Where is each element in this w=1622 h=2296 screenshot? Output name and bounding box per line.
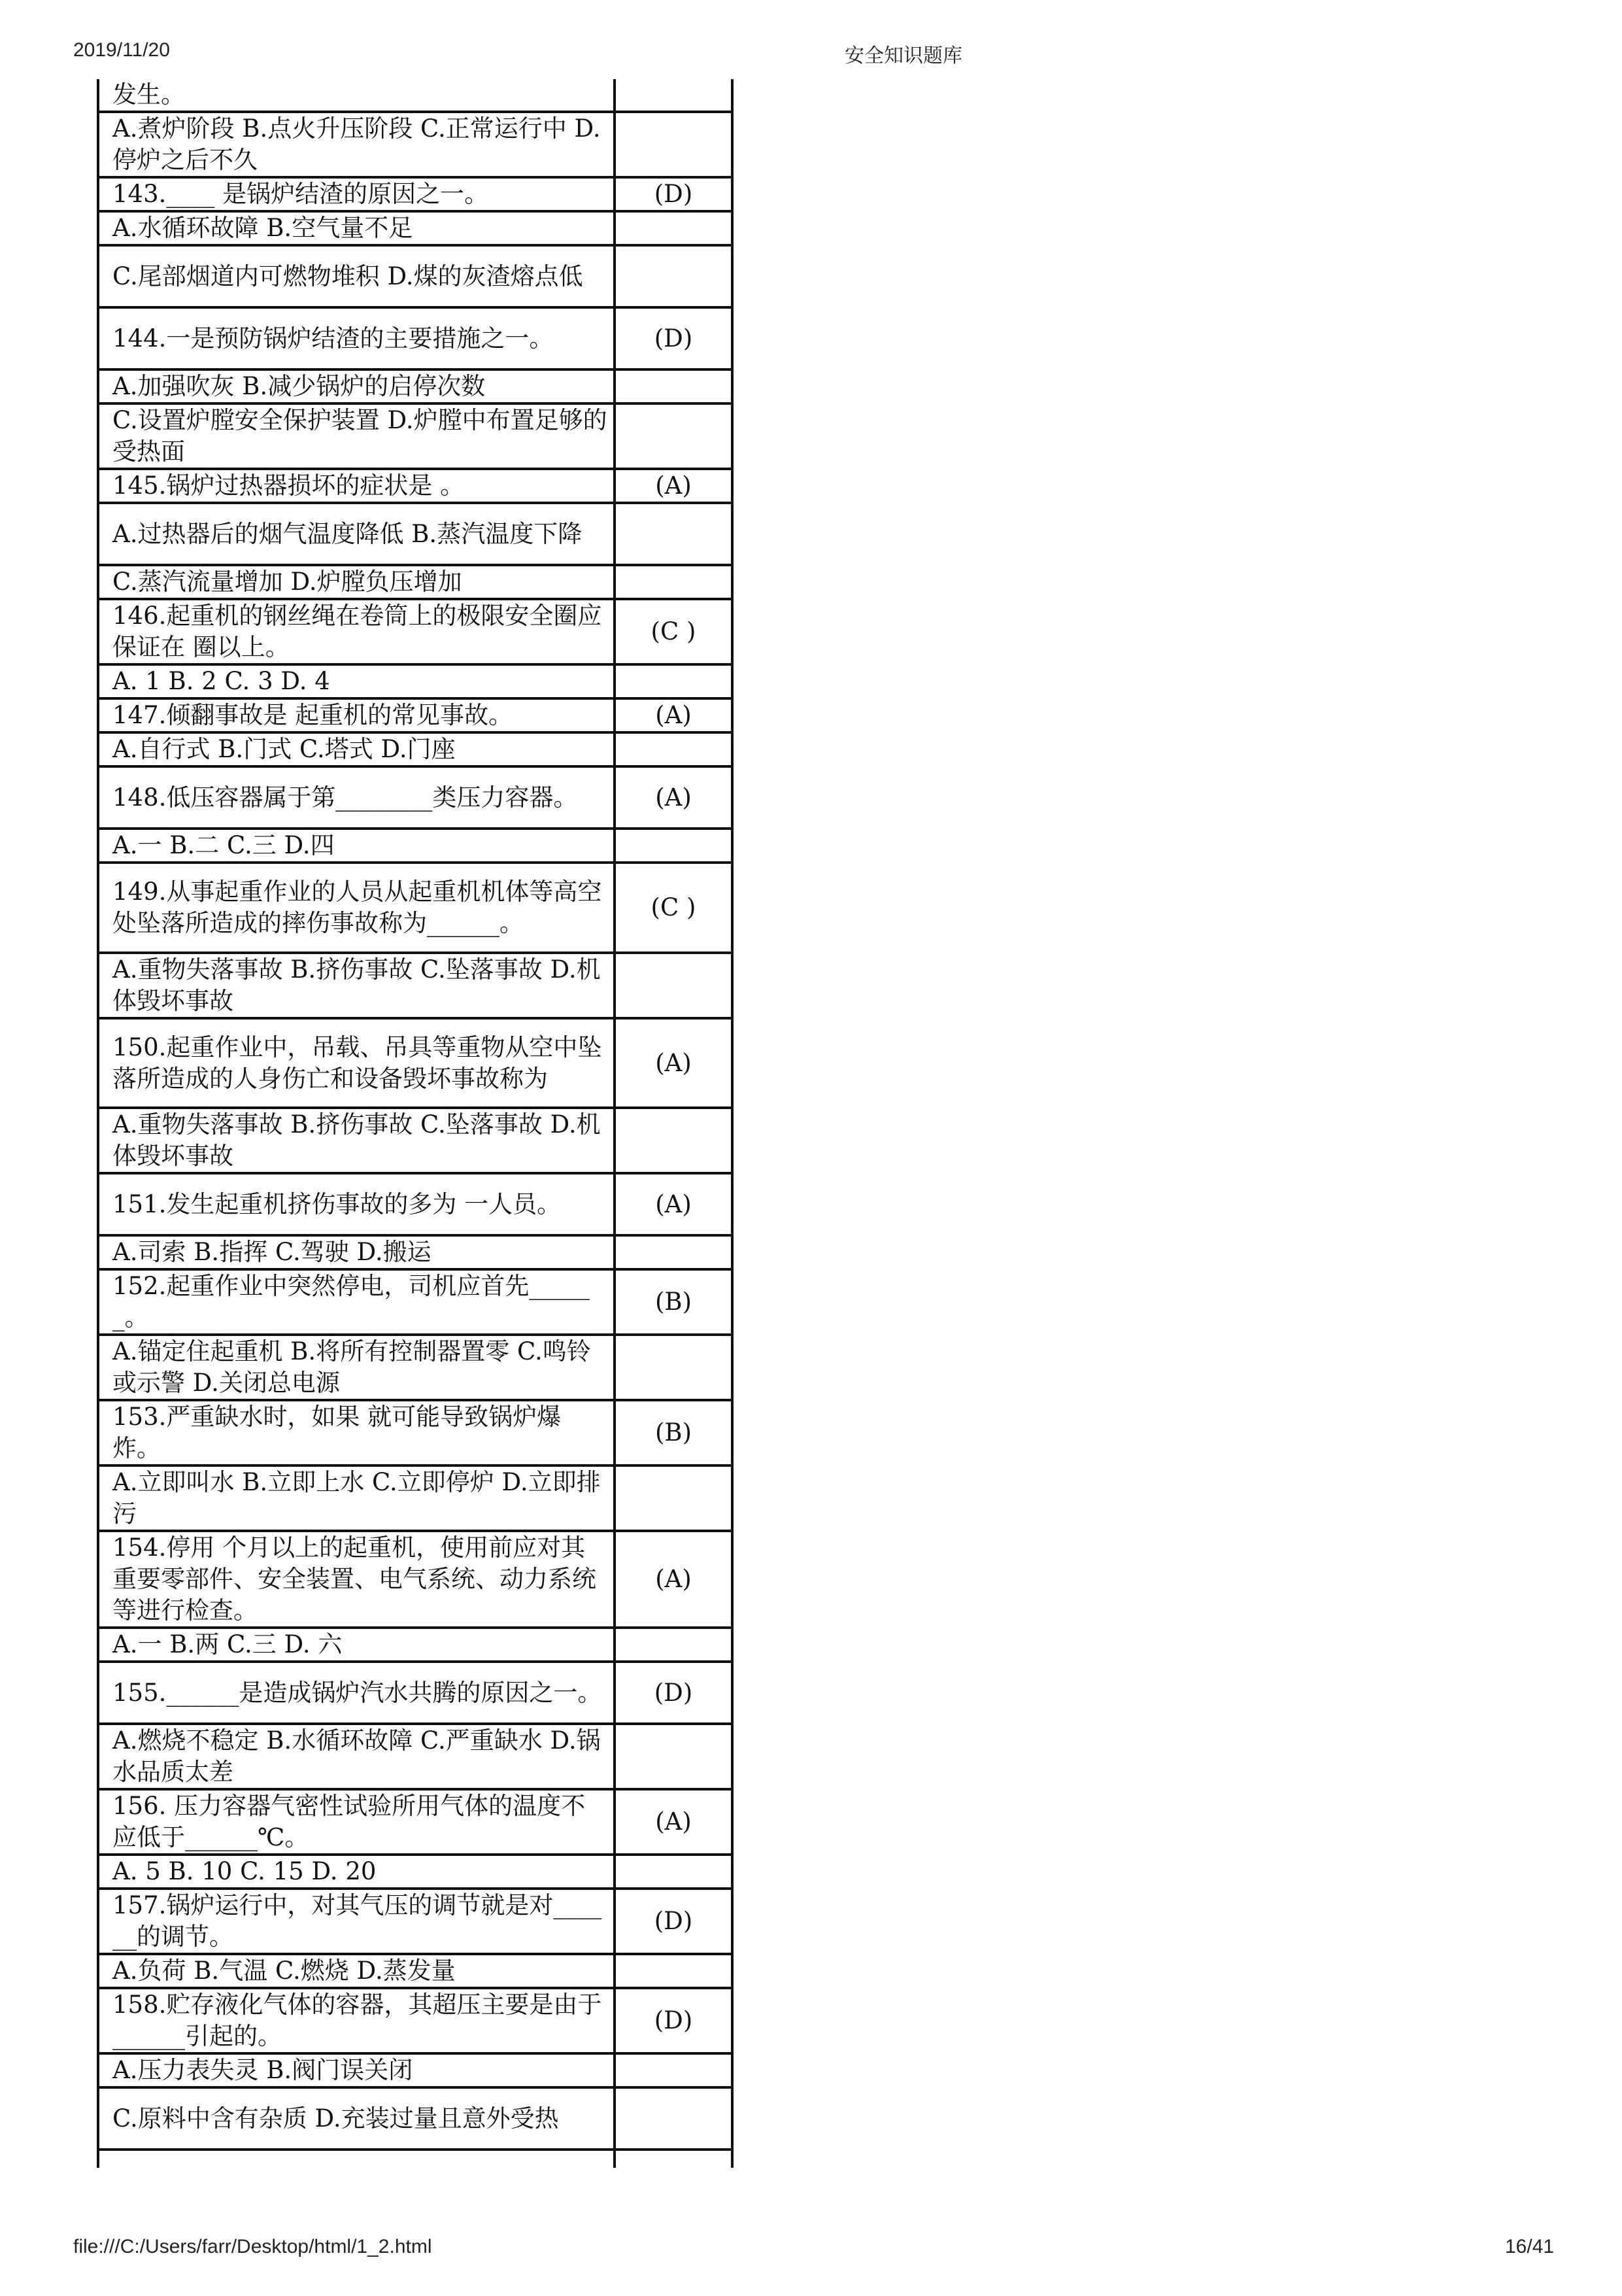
question-cell: A.重物失落事故 B.挤伤事故 C.坠落事故 D.机体毁坏事故: [98, 953, 615, 1018]
question-cell: 155.______是造成锅炉汽水共腾的原因之一。: [98, 1662, 615, 1724]
answer-cell: [615, 1465, 732, 1531]
question-cell: 156. 压力容器气密性试验所用气体的温度不应低于______℃。: [98, 1789, 615, 1855]
answer-cell: [615, 2053, 732, 2087]
table-row: [98, 1954, 732, 1988]
question-cell: 发生。: [98, 79, 615, 112]
table-row: [98, 1269, 732, 1335]
answer-cell: [615, 1335, 732, 1400]
question-cell: 149.从事起重作业的人员从起重机机体等高空处坠落所造成的摔伤事故称为______。: [98, 863, 615, 953]
empty-cell: [615, 2150, 732, 2168]
question-cell: 150.起重作业中，吊载、吊具等重物从空中坠落所造成的人身伤亡和设备毁坏事故称为: [98, 1018, 615, 1108]
answer-cell: [615, 1855, 732, 1889]
question-cell: A.自行式 B.门式 C.塔式 D.门座: [98, 732, 615, 766]
table-row: [98, 1108, 732, 1173]
table-row: [98, 245, 732, 307]
table-row: [98, 1173, 732, 1235]
table-row: [98, 1465, 732, 1531]
answer-cell: (A): [615, 1173, 732, 1235]
table-row: [98, 1531, 732, 1628]
table-row: [98, 1018, 732, 1108]
answer-cell: [615, 1954, 732, 1988]
answer-cell: [615, 369, 732, 403]
question-cell: A.水循环故障 B.空气量不足: [98, 211, 615, 245]
table-row-continuation: [98, 2150, 732, 2168]
answer-cell: (A): [615, 766, 732, 829]
answer-cell: (A): [615, 469, 732, 503]
table-row: [98, 1628, 732, 1662]
question-cell: A.司索 B.指挥 C.驾驶 D.搬运: [98, 1235, 615, 1269]
answer-cell: (D): [615, 177, 732, 211]
answer-cell: [615, 1108, 732, 1173]
table-row: [98, 403, 732, 469]
answer-cell: (B): [615, 1400, 732, 1465]
answer-cell: [615, 2087, 732, 2150]
table-row: [98, 1855, 732, 1889]
answer-cell: [615, 664, 732, 698]
question-cell: 151.发生起重机挤伤事故的多为 一人员。: [98, 1173, 615, 1235]
question-cell: A.锚定住起重机 B.将所有控制器置零 C.鸣铃或示警 D.关闭总电源: [98, 1335, 615, 1400]
table-row: [98, 829, 732, 863]
table-row: [98, 503, 732, 565]
table-row: [98, 863, 732, 953]
question-cell: C.设置炉膛安全保护装置 D.炉膛中布置足够的受热面: [98, 403, 615, 469]
table-row: [98, 766, 732, 829]
answer-cell: (D): [615, 307, 732, 369]
question-cell: 144.一是预防锅炉结渣的主要措施之一。: [98, 307, 615, 369]
answer-cell: [615, 1628, 732, 1662]
question-cell: A.一 B.两 C.三 D. 六: [98, 1628, 615, 1662]
table-row: [98, 1662, 732, 1724]
question-cell: C.蒸汽流量增加 D.炉膛负压增加: [98, 565, 615, 599]
table-row: [98, 1335, 732, 1400]
question-cell: A. 1 B. 2 C. 3 D. 4: [98, 664, 615, 698]
question-cell: A.过热器后的烟气温度降低 B.蒸汽温度下降: [98, 503, 615, 565]
question-cell: 153.严重缺水时，如果 就可能导致锅炉爆炸。: [98, 1400, 615, 1465]
table-row: [98, 79, 732, 112]
table-row: [98, 307, 732, 369]
table-row: [98, 565, 732, 599]
table-row: [98, 469, 732, 503]
answer-cell: (D): [615, 1988, 732, 2053]
question-cell: 157.锅炉运行中，对其气压的调节就是对______的调节。: [98, 1889, 615, 1954]
table-row: [98, 1789, 732, 1855]
table-row: [98, 2053, 732, 2087]
answer-cell: (B): [615, 1269, 732, 1335]
table-row: [98, 1889, 732, 1954]
question-cell: A.加强吹灰 B.减少锅炉的启停次数: [98, 369, 615, 403]
answer-cell: [615, 1235, 732, 1269]
table-row: [98, 732, 732, 766]
answer-cell: [615, 1724, 732, 1789]
answer-cell: [615, 503, 732, 565]
question-cell: A.煮炉阶段 B.点火升压阶段 C.正常运行中 D.停炉之后不久: [98, 112, 615, 177]
question-cell: A.立即叫水 B.立即上水 C.立即停炉 D.立即排污: [98, 1465, 615, 1531]
table-row: [98, 1724, 732, 1789]
table-row: [98, 1988, 732, 2053]
question-table: [97, 79, 734, 2168]
answer-cell: (A): [615, 698, 732, 732]
answer-cell: [615, 565, 732, 599]
table-row: [98, 664, 732, 698]
table-row: [98, 2087, 732, 2150]
table-row: [98, 369, 732, 403]
table-row: [98, 177, 732, 211]
question-cell: A.重物失落事故 B.挤伤事故 C.坠落事故 D.机体毁坏事故: [98, 1108, 615, 1173]
answer-cell: (A): [615, 1531, 732, 1628]
answer-cell: (C ): [615, 599, 732, 664]
question-cell: 148.低压容器属于第________类压力容器。: [98, 766, 615, 829]
question-cell: 158.贮存液化气体的容器，其超压主要是由于______引起的。: [98, 1988, 615, 2053]
answer-cell: (A): [615, 1018, 732, 1108]
question-cell: A.燃烧不稳定 B.水循环故障 C.严重缺水 D.锅水品质太差: [98, 1724, 615, 1789]
question-cell: A. 5 B. 10 C. 15 D. 20: [98, 1855, 615, 1889]
table-row: [98, 112, 732, 177]
question-cell: A.压力表失灵 B.阀门误关闭: [98, 2053, 615, 2087]
table-row: [98, 1400, 732, 1465]
answer-cell: [615, 79, 732, 112]
answer-cell: [615, 403, 732, 469]
question-cell: A.负荷 B.气温 C.燃烧 D.蒸发量: [98, 1954, 615, 1988]
answer-cell: (D): [615, 1889, 732, 1954]
answer-cell: (C ): [615, 863, 732, 953]
question-cell: 143.____ 是锅炉结渣的原因之一。: [98, 177, 615, 211]
question-cell: 145.锅炉过热器损坏的症状是 。: [98, 469, 615, 503]
question-cell: 152.起重作业中突然停电，司机应首先______。: [98, 1269, 615, 1335]
table-row: [98, 698, 732, 732]
file-path: file:///C:/Users/farr/Desktop/html/1_2.html: [73, 2236, 432, 2257]
answer-cell: [615, 112, 732, 177]
answer-cell: [615, 211, 732, 245]
answer-cell: [615, 953, 732, 1018]
question-cell: 146.起重机的钢丝绳在卷筒上的极限安全圈应保证在 圈以上。: [98, 599, 615, 664]
print-date: 2019/11/20: [73, 39, 170, 61]
question-cell: C.尾部烟道内可燃物堆积 D.煤的灰渣熔点低: [98, 245, 615, 307]
empty-cell: [98, 2150, 615, 2168]
answer-cell: [615, 732, 732, 766]
answer-cell: [615, 245, 732, 307]
answer-cell: (D): [615, 1662, 732, 1724]
page-title: 安全知识题库: [845, 44, 962, 67]
answer-cell: [615, 829, 732, 863]
question-cell: C.原料中含有杂质 D.充装过量且意外受热: [98, 2087, 615, 2150]
question-cell: 147.倾翻事故是 起重机的常见事故。: [98, 698, 615, 732]
question-cell: 154.停用 个月以上的起重机，使用前应对其重要零部件、安全装置、电气系统、动力系统等进行检查。: [98, 1531, 615, 1628]
table-row: [98, 599, 732, 664]
answer-cell: (A): [615, 1789, 732, 1855]
table-row: [98, 1235, 732, 1269]
page-number: 16/41: [1505, 2236, 1555, 2257]
question-cell: A.一 B.二 C.三 D.四: [98, 829, 615, 863]
table-row: [98, 953, 732, 1018]
table-row: [98, 211, 732, 245]
